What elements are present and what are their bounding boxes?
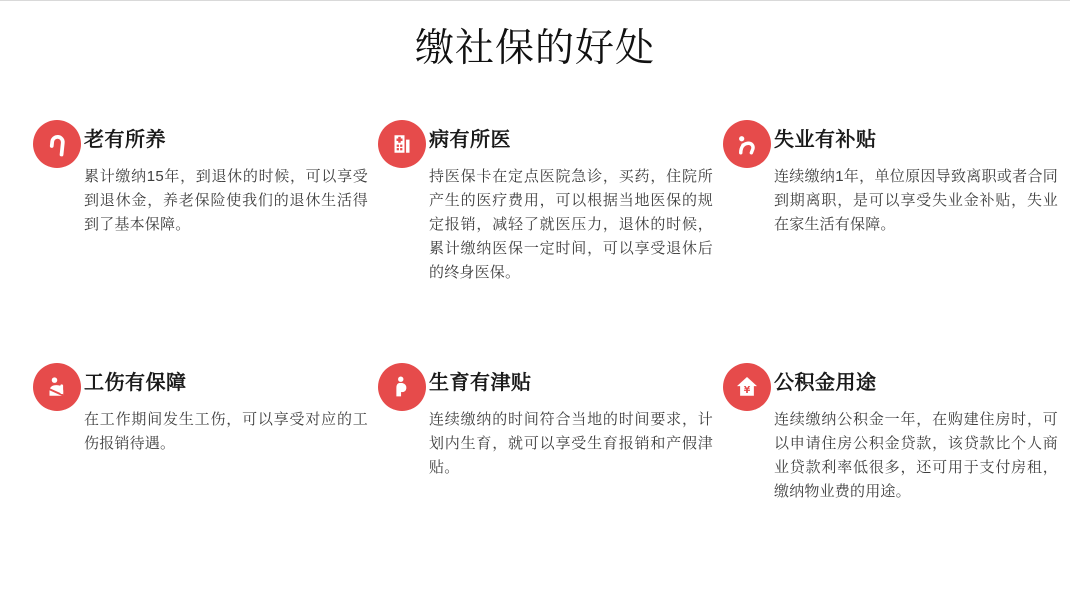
- benefit-title: 公积金用途: [774, 372, 877, 394]
- pension-icon-badge: [33, 120, 81, 168]
- benefit-description: 累计缴纳15年，到退休的时候，可以享受到退休金，养老保险使我们的退休生活得到了基本保障。: [84, 168, 368, 233]
- benefit-card-unemployment: [723, 118, 1068, 361]
- benefit-title: 生育有津贴: [429, 372, 532, 394]
- benefit-card-work-injury: [33, 361, 378, 604]
- benefit-description: 连续缴纳公积金一年，在购建住房时，可以申请住房公积金贷款，该贷款比个人商业贷款利率低很多，还可用于支付房租，缴纳物业费的用途。: [774, 411, 1058, 500]
- benefit-card-housing-fund: [723, 361, 1068, 604]
- page-title: 缴社保的好处: [414, 27, 655, 70]
- cane-icon: [42, 129, 72, 159]
- maternity-icon-badge: [378, 363, 426, 411]
- svg-text:¥: ¥: [743, 384, 751, 396]
- housing-fund-icon-badge: [723, 363, 771, 411]
- benefit-description: 连续缴纳的时间符合当地的时间要求，计划内生育，就可以享受生育报销和产假津贴。: [429, 411, 713, 476]
- benefit-description: 在工作期间发生工伤，可以享受对应的工伤报销待遇。: [84, 411, 368, 452]
- hospital-icon: [387, 129, 417, 159]
- benefit-card-pension: [33, 118, 378, 361]
- house-fund-icon: [732, 372, 762, 402]
- benefit-card-maternity: [378, 361, 723, 604]
- benefit-description: 连续缴纳1年，单位原因导致离职或者合同到期离职，是可以享受失业金补贴，失业在家生活有保障。: [774, 168, 1058, 233]
- benefit-title: 失业有补贴: [774, 129, 877, 151]
- medical-icon-badge: [378, 120, 426, 168]
- unemployment-icon-badge: [723, 120, 771, 168]
- benefit-title: 病有所医: [429, 129, 511, 151]
- benefit-card-medical: [378, 118, 723, 361]
- injured-person-icon: [42, 372, 72, 402]
- benefit-title: 工伤有保障: [84, 372, 187, 394]
- benefit-description: 持医保卡在定点医院急诊，买药，住院所产生的医疗费用，可以根据当地医保的规定报销，减轻了就医压力，退休的时候，累计缴纳医保一定时间，可以享受退休后的终身医保。: [429, 168, 713, 281]
- benefits-grid: [33, 118, 1070, 604]
- unemployed-person-icon: [732, 129, 762, 159]
- pregnant-woman-icon: [387, 372, 417, 402]
- work-injury-icon-badge: [33, 363, 81, 411]
- benefit-title: 老有所养: [84, 129, 166, 151]
